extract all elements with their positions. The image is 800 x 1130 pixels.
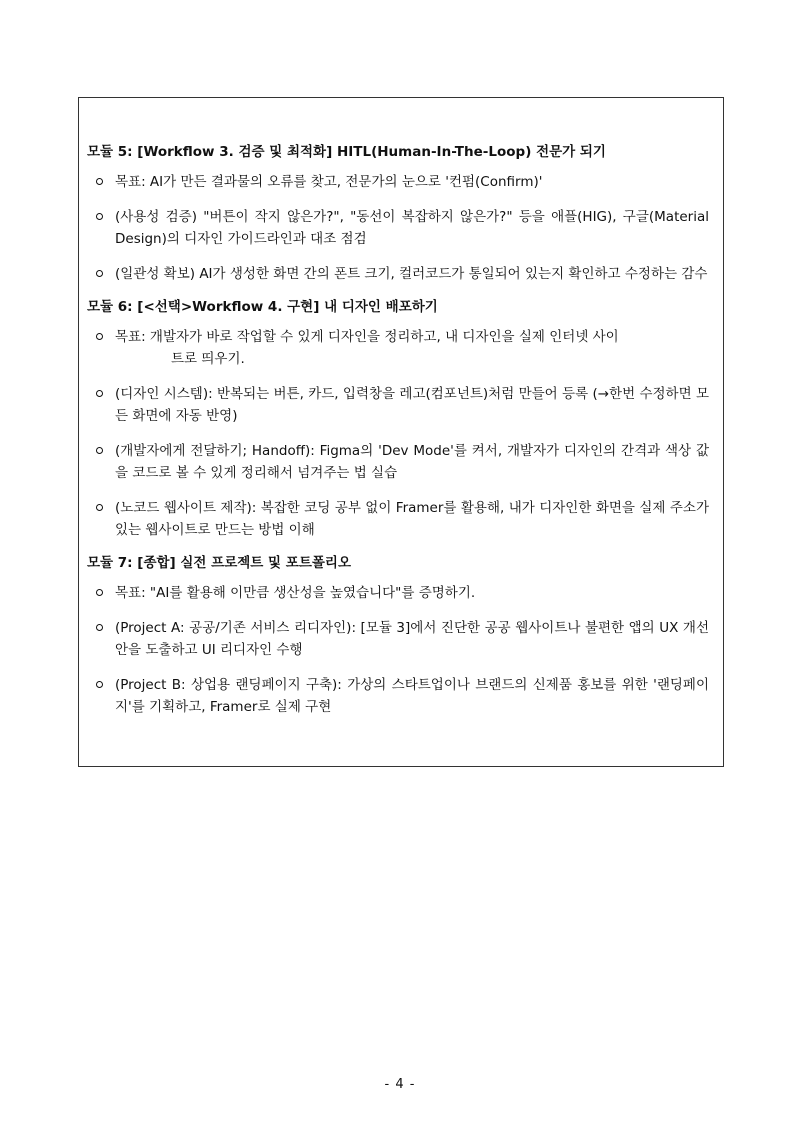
module-5-list bbox=[87, 171, 715, 285]
content-box bbox=[78, 97, 724, 767]
goal-line-1: 목표: 개발자가 바로 작업할 수 있게 디자인을 정리하고, 내 디자인을 실제 인터넷 사이 bbox=[115, 329, 619, 345]
list-item bbox=[87, 617, 715, 661]
list-item-text: (일관성 확보) AI가 생성한 화면 간의 폰트 크기, 컬러코드가 통일되어 있는지 확인하고 수정하는 감수 bbox=[115, 266, 708, 282]
goal-line-2: 트로 띄우기. bbox=[171, 351, 245, 367]
list-item-text: 목표: "AI를 활용해 이만큼 생산성을 높였습니다"를 증명하기. bbox=[115, 585, 476, 601]
hollow-circle-bullet-icon bbox=[96, 213, 103, 220]
hollow-circle-bullet-icon bbox=[96, 390, 103, 397]
list-item-text: (사용성 검증) "버튼이 작지 않은가?", "동선이 복잡하지 않은가?" 등을 애플(HIG), 구글(Material Design)의 디자인 가이드라인과 대조 점검 bbox=[115, 209, 709, 247]
module-5-title: 모듈 5: [Workflow 3. 검증 및 최적화] HITL(Human-In-The-Loop) 전문가 되기 bbox=[87, 144, 606, 160]
list-item bbox=[87, 383, 715, 427]
module-7-section bbox=[87, 554, 715, 718]
module-6-section bbox=[87, 298, 715, 541]
list-item bbox=[87, 206, 715, 250]
module-7-list bbox=[87, 582, 715, 718]
hollow-circle-bullet-icon bbox=[96, 681, 103, 688]
list-item bbox=[87, 171, 715, 193]
list-item-text: (Project A: 공공/기존 서비스 리디자인): [모듈 3]에서 진단한 공공 웹사이트나 불편한 앱의 UX 개선안을 도출하고 UI 리디자인 수행 bbox=[115, 620, 709, 658]
list-item bbox=[87, 497, 715, 541]
list-item-text: (Project B: 상업용 랜딩페이지 구축): 가상의 스타트업이나 브랜드의 신제품 홍보를 위한 '랜딩페이지'를 기획하고, Framer로 실제 구현 bbox=[115, 677, 709, 715]
list-item bbox=[87, 440, 715, 484]
list-item-text: 목표: AI가 만든 결과물의 오류를 찾고, 전문가의 눈으로 '컨펌(Confirm)' bbox=[115, 174, 543, 190]
list-item bbox=[87, 674, 715, 718]
hollow-circle-bullet-icon bbox=[96, 504, 103, 511]
list-item-text: (디자인 시스템): 반복되는 버튼, 카드, 입력창을 레고(컴포넌트)처럼 만들어 등록 (→한번 수정하면 모든 화면에 자동 반영) bbox=[115, 386, 709, 424]
hollow-circle-bullet-icon bbox=[96, 178, 103, 185]
module-6-title: 모듈 6: [<선택>Workflow 4. 구현] 내 디자인 배포하기 bbox=[87, 299, 438, 315]
list-item bbox=[87, 582, 715, 604]
list-item bbox=[87, 263, 715, 285]
list-item-text bbox=[115, 329, 619, 367]
list-item-text: (노코드 웹사이트 제작): 복잡한 코딩 공부 없이 Framer를 활용해, 내가 디자인한 화면을 실제 주소가 있는 웹사이트로 만드는 방법 이해 bbox=[115, 500, 709, 538]
list-item bbox=[87, 326, 715, 370]
module-7-title: 모듈 7: [종합] 실전 프로젝트 및 포트폴리오 bbox=[87, 555, 351, 571]
module-5-section bbox=[87, 143, 715, 285]
hollow-circle-bullet-icon bbox=[96, 624, 103, 631]
list-item-text: (개발자에게 전달하기; Handoff): Figma의 'Dev Mode'를 켜서, 개발자가 디자인의 간격과 색상 값을 코드로 볼 수 있게 정리해서 넘겨주는 법 실습 bbox=[115, 443, 709, 481]
module-6-list bbox=[87, 326, 715, 541]
hollow-circle-bullet-icon bbox=[96, 270, 103, 277]
hollow-circle-bullet-icon bbox=[96, 447, 103, 454]
hollow-circle-bullet-icon bbox=[96, 589, 103, 596]
hollow-circle-bullet-icon bbox=[96, 333, 103, 340]
page-number: - 4 - bbox=[384, 1077, 416, 1092]
